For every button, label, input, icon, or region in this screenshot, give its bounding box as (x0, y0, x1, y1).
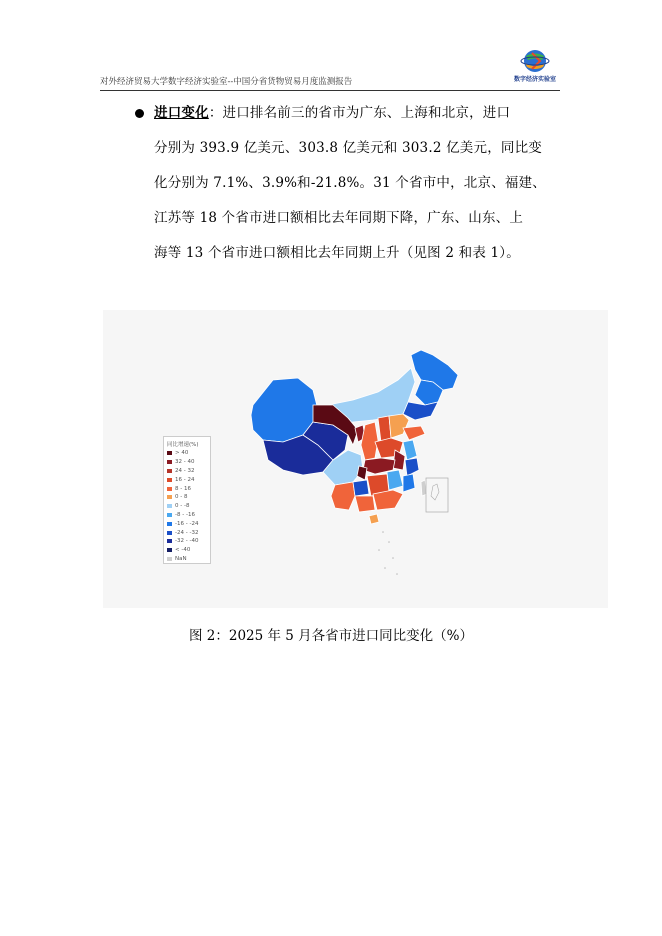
lab-logo (510, 47, 560, 85)
paragraph-keyword: 进口变化 (154, 105, 209, 121)
page-header (100, 74, 560, 91)
legend-item (167, 537, 208, 546)
paragraph-line-1-text: ：进口排名前三的省市为广东、上海和北京，进口 (208, 105, 511, 121)
legend-item (167, 458, 208, 467)
legend-swatch (167, 522, 172, 526)
paragraph-line-3: 化分别为 7.1%、3.9%和-21.8%。31 个省市中，北京、福建、 (154, 175, 547, 191)
legend-swatch (167, 539, 172, 543)
legend-item (167, 546, 208, 555)
paragraph-line-2: 分别为 393.9 亿美元、303.8 亿美元和 303.2 亿美元，同比变 (154, 140, 542, 156)
paragraph-line-4: 江苏等 18 个省市进口额相比去年同期下降，广东、山东、上 (154, 210, 524, 226)
legend-item (167, 475, 208, 484)
legend-swatch (167, 504, 172, 508)
legend-swatch (167, 487, 172, 491)
legend-label: > 40 (175, 450, 189, 457)
legend-label: < -40 (175, 547, 191, 554)
china-import-map (103, 310, 608, 608)
logo-caption: 数字经济实验室 (513, 76, 556, 83)
legend-item (167, 493, 208, 502)
legend-item (167, 484, 208, 493)
globe-logo-icon (510, 47, 560, 75)
legend-swatch (167, 557, 172, 561)
legend-label: -24 - -32 (175, 529, 199, 536)
legend-swatch (167, 478, 172, 482)
legend-swatch (167, 513, 172, 517)
legend-label: NaN (175, 555, 187, 562)
legend-item (167, 511, 208, 520)
legend-item (167, 502, 208, 511)
legend-item (167, 519, 208, 528)
legend-title: 同比增速(%) (167, 442, 199, 448)
legend-label: 0 - -8 (175, 503, 190, 510)
paragraph-line-1 (135, 96, 565, 131)
header-title: 对外经济贸易大学数字经济实验室--中国分省货物贸易月度监测报告 (100, 77, 353, 87)
legend-label: 24 - 32 (175, 467, 195, 474)
legend-swatch (167, 548, 172, 552)
import-change-paragraph (135, 96, 565, 271)
legend-swatch (167, 451, 172, 455)
paragraph-line-5: 海等 13 个省市进口额相比去年同期上升（见图 2 和表 1）。 (154, 245, 520, 261)
bullet-icon (135, 109, 144, 118)
legend-label: 0 - 8 (175, 494, 188, 501)
legend-item (167, 528, 208, 537)
legend-swatch (167, 460, 172, 464)
legend-label: 8 - 16 (175, 485, 191, 492)
legend-item (167, 467, 208, 476)
legend-swatch (167, 469, 172, 473)
legend-swatch (167, 495, 172, 499)
legend-label: 32 - 40 (175, 459, 195, 466)
legend-item (167, 449, 208, 458)
figure-caption: 图 2：2025 年 5 月各省市进口同比变化（%） (188, 628, 474, 644)
legend-label: 16 - 24 (175, 476, 195, 483)
legend-label: -8 - -16 (175, 511, 195, 518)
legend-label: -16 - -24 (175, 520, 199, 527)
legend-swatch (167, 531, 172, 535)
legend-item (167, 555, 208, 564)
legend-label: -32 - -40 (175, 538, 199, 545)
map-legend (163, 436, 211, 564)
